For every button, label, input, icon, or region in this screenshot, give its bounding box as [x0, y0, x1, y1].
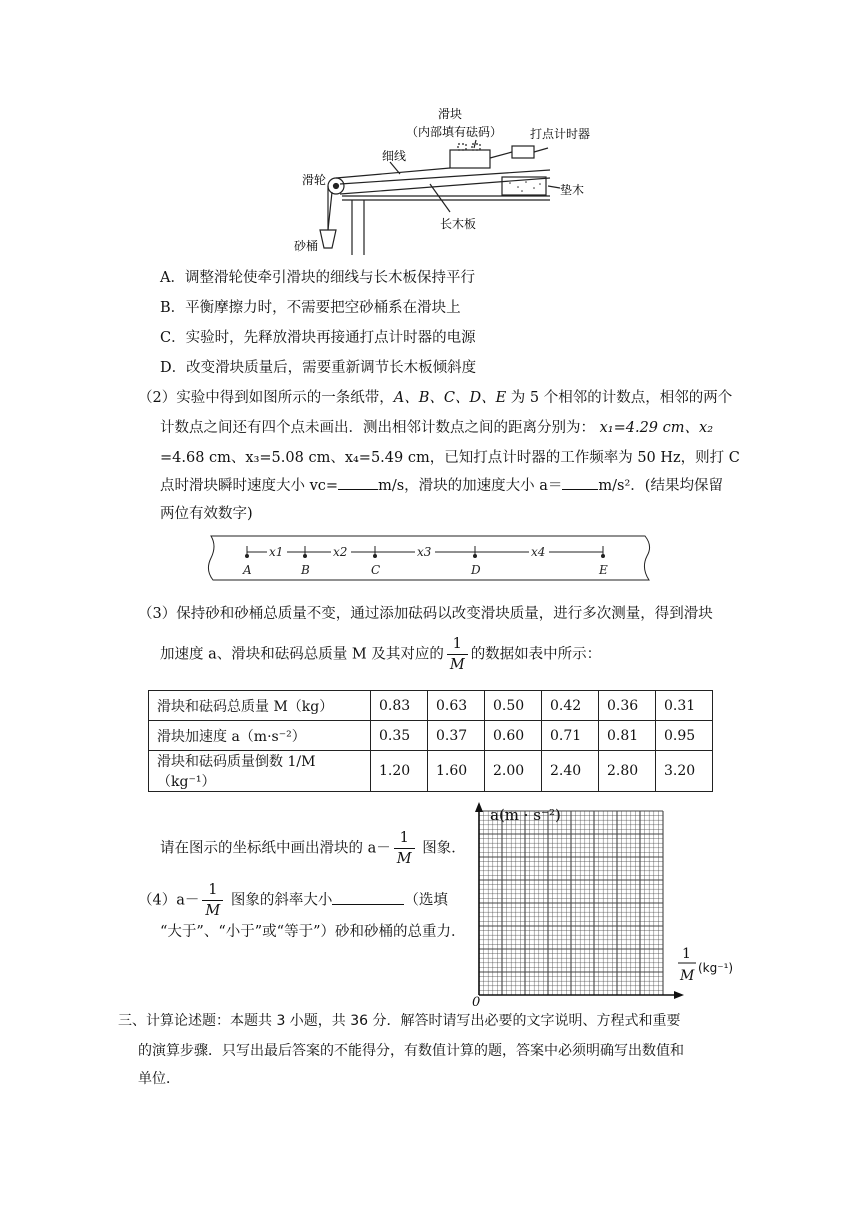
bucket-label: 砂桶	[294, 239, 319, 253]
table-cell: 0.95	[656, 721, 713, 751]
pulley-label: 滑轮	[302, 173, 327, 187]
table-row-label: 滑块和砝码质量倒数 1/M（kg⁻¹）	[149, 751, 371, 792]
table-cell: 0.83	[371, 691, 428, 721]
section3-line3: 单位．	[138, 1071, 180, 1087]
slider-note: （内部填有砝码）	[406, 125, 503, 139]
table-cell: 3.20	[656, 751, 713, 792]
option-b: B．平衡摩擦力时，不需要把空砂桶系在滑块上	[160, 300, 461, 316]
x-axis-frac-den: M	[680, 968, 695, 984]
apparatus-diagram	[290, 100, 610, 260]
string-label: 细线	[382, 149, 407, 163]
q3-line2: 加速度 a、滑块和砝码总质量 M 及其对应的 $\frac{1}{M}$ 的数据如表中所示：	[160, 636, 602, 673]
paper-tape	[205, 532, 655, 584]
table-row	[149, 691, 713, 721]
q2-line1: （2）实验中得到如图所示的一条纸带，A、B、C、D、E 为 5 个相邻的计数点，相邻的两个	[138, 390, 733, 406]
table-cell: 2.00	[485, 751, 542, 792]
data-table	[148, 690, 713, 792]
table-cell: 0.37	[428, 721, 485, 751]
tape-point-e: E	[599, 563, 608, 577]
y-axis-label: a(m · s⁻²)	[490, 806, 561, 824]
table-cell: 0.71	[542, 721, 599, 751]
table-cell: 2.80	[599, 751, 656, 792]
timer-label: 打点计时器	[530, 127, 591, 141]
x-axis-unit: (kg⁻¹)	[698, 961, 734, 975]
table-cell: 0.31	[656, 691, 713, 721]
q2-line3: =4.68 cm、x₃=5.08 cm、x₄=5.49 cm，已知打点计时器的工作频率为 50 Hz，则打 C	[160, 450, 740, 466]
table-cell: 1.20	[371, 751, 428, 792]
tape-point-b: B	[301, 563, 310, 577]
x-axis-frac-num: 1	[682, 946, 691, 962]
table-cell: 0.81	[599, 721, 656, 751]
option-d: D．改变滑块质量后，需要重新调节长木板倾斜度	[160, 360, 477, 376]
q2-line5: 两位有效数字)	[160, 506, 253, 522]
table-row	[149, 721, 713, 751]
option-a: A．调整滑轮使牵引滑块的细线与长木板保持平行	[160, 270, 475, 286]
q4-line1: （4）a－ $\frac{1}{M}$ 图象的斜率大小 （选填	[138, 882, 448, 919]
section3-line1: 三、计算论述题：本题共 3 小题，共 36 分．解答时请写出必要的文字说明、方程式和重要	[118, 1013, 681, 1029]
tape-seg-x1: x1	[269, 545, 284, 559]
q2-line4: 点时滑块瞬时速度大小 vc= m/s，滑块的加速度大小 a＝ m/s²．(结果均保留	[160, 478, 723, 494]
table-cell: 0.60	[485, 721, 542, 751]
tape-point-a: A	[243, 563, 252, 577]
table-row-label: 滑块和砝码总质量 M（kg）	[149, 691, 371, 721]
table-cell: 0.42	[542, 691, 599, 721]
tape-seg-x4: x4	[531, 545, 546, 559]
tape-seg-x2: x2	[333, 545, 348, 559]
origin-label: 0	[472, 995, 481, 1008]
table-cell: 1.60	[428, 751, 485, 792]
board-label: 长木板	[440, 217, 477, 231]
table-cell: 0.36	[599, 691, 656, 721]
graph-paper	[468, 800, 748, 1008]
tape-seg-x3: x3	[417, 545, 432, 559]
plot-prompt: 请在图示的坐标纸中画出滑块的 a－ $\frac{1}{M}$ 图象．	[160, 830, 466, 867]
q4-line2: “大于”、“小于”或“等于”）砂和砂桶的总重力．	[160, 924, 466, 940]
slider-label: 滑块	[438, 107, 463, 121]
tape-point-d: D	[471, 563, 481, 577]
block-label: 垫木	[560, 183, 585, 197]
option-c: C．实验时，先释放滑块再接通打点计时器的电源	[160, 330, 476, 346]
tape-point-c: C	[371, 563, 381, 577]
table-row-label: 滑块加速度 a（m·s⁻²）	[149, 721, 371, 751]
section3-line2: 的演算步骤．只写出最后答案的不能得分，有数值计算的题，答案中必须明确写出数值和	[138, 1043, 684, 1059]
table-cell: 0.35	[371, 721, 428, 751]
table-row	[149, 751, 713, 792]
table-cell: 2.40	[542, 751, 599, 792]
q3-line1: （3）保持砂和砂桶总质量不变，通过添加砝码以改变滑块质量，进行多次测量，得到滑块	[138, 606, 713, 622]
table-cell: 0.63	[428, 691, 485, 721]
q2-line2: 计数点之间还有四个点未画出．测出相邻计数点之间的距离分别为： x₁=4.29 cm、x₂	[160, 420, 714, 436]
table-cell: 0.50	[485, 691, 542, 721]
